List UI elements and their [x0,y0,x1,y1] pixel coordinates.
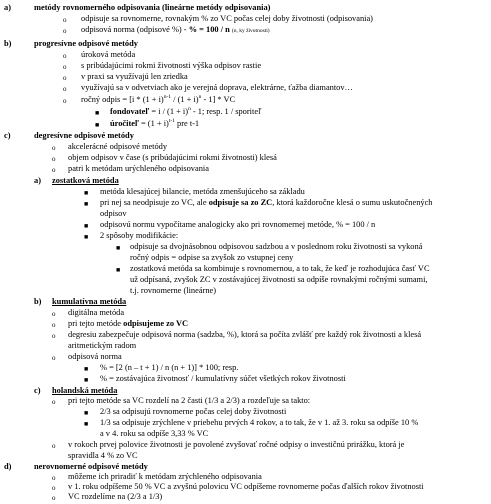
square-bullet-icon: ■ [84,420,89,428]
square-bullet-icon: ■ [116,266,121,274]
square-bullet-icon: ■ [84,222,89,230]
section-c-title: degresívne odpisové metódy [34,131,134,140]
section-b-formula: ročný odpis = $[i * (1 + i)^{n-1} / (1 + i)^n - 1]$ * VC [81,94,236,104]
bullet-icon: o [52,354,56,362]
subsection-c-marker: c) [34,386,41,395]
section-d-line-1: môžeme ich priradiť k metódam zrýchleného odpisovania [68,472,262,481]
bullet-icon: o [52,144,56,152]
section-b-line-1: úroková metóda [81,50,136,59]
subsection-b-marker: b) [34,297,42,306]
square-bullet-icon: ■ [84,189,89,197]
bullet-icon: o [63,97,67,105]
subsection-a-line-6-cont: už odpísaná, zvyšok ZC v zostávajúcej životnosti sa odpíše rovnakými ročnými sumami, [130,275,428,284]
subsection-c-line-1: pri tejto metóde sa VC rozdelí na 2 časti (1/3 a 2/3) a rozdeľuje sa takto: [68,396,311,405]
section-d-marker: d) [4,462,12,471]
subsection-b-title: kumulatívna metóda [52,297,127,306]
subsection-b-line-3: degresiu zabezpečuje odpisová norma (sadzba, %), ktorá sa počíta zvlášť pre každý rok životnosti a klesá [68,330,422,339]
subsection-a-line-2-cont: odpisov [100,209,127,218]
subsection-a-line-1: metóda klesajúcej bilancie, metóda zmenšujúceho sa základu [100,187,305,196]
subsection-a-line-4: 2 spôsoby modifikácie: [100,231,179,240]
bullet-icon: o [52,484,56,492]
section-a-line-2: odpisová norma (odpisové %) - % = 100 / n (n, ky životnosti) [81,25,270,34]
subsection-b-line-6: % = zostávajúca životnosť / kumulatívny súčet všetkých rokov životnosti [100,374,346,383]
section-c-line-2: objem odpisov v čase (s pribúdajúcimi rokmi životnosti) klesá [68,153,277,162]
bullet-icon: o [52,442,56,450]
bullet-icon: o [63,52,67,60]
square-bullet-icon: ■ [84,409,89,417]
section-d-title: nerovnomerné odpisové metódy [34,462,148,471]
bullet-icon: o [52,155,56,163]
section-b-line-3: v praxi sa využívajú len zriedka [81,72,188,81]
square-bullet-icon: ■ [84,376,89,384]
subsection-c-title: holandská metóda [52,386,118,395]
bullet-icon: o [52,310,56,318]
section-b-urocitel: úročiteľ = $(1 + i)^{t-1}$ pre t-1 [110,118,200,128]
subsection-a-line-5-cont: ročný odpis = odpise sa zvyšok zo vstupnej ceny [130,253,294,262]
section-c-line-3: patri k metódam urýchleného odpisovania [68,164,209,173]
section-d-line-2: v 1. roku odpíšeme 50 % VC a zvyšnú polovicu VC odpíšeme rovnomerne počas ďalších rokov životnosti [68,482,424,491]
bullet-icon: o [52,321,56,329]
square-bullet-icon: ■ [84,200,89,208]
bullet-icon: o [63,74,67,82]
subsection-a-line-3: odpisovú normu vypočítame analogicky ako pri rovnomernej metóde, % = 100 / n [100,220,376,229]
bullet-icon: o [52,398,56,406]
bullet-icon: o [52,494,56,502]
subsection-c-line-4-cont: spravidla 4 % zo VC [68,451,138,460]
subsection-c-line-2: 2/3 sa odpisujú rovnomerne počas celej doby životnosti [100,407,287,416]
section-b-title: progresívne odpisové metódy [34,39,138,48]
section-d-line-3: VC rozdelíme na (2/3 a 1/3) [68,492,163,501]
subsection-a-marker: a) [34,176,41,185]
bullet-icon: o [52,166,56,174]
section-c-line-1: akcelerácné odpisové metódy [68,142,168,151]
section-b-marker: b) [4,39,12,48]
subsection-b-line-4: odpisová norma [68,352,122,361]
subsection-c-line-3: 1/3 sa odpisuje zrýchlene v priebehu prvých 4 rokov, a to tak, že v 1. až 3. roku sa odpíše 10 % [100,418,419,427]
subsection-a-title: zostatková metóda [52,176,119,185]
bullet-icon: o [52,332,56,340]
section-a-line-1: odpisuje sa rovnomerne, rovnakým % zo VC počas celej doby životnosti (odpisovania) [81,14,373,23]
subsection-b-line-1: digitálna metóda [68,308,125,317]
subsection-a-line-6-cont2: t.j. rovnomerne (lineárne) [130,286,217,295]
square-bullet-icon: ■ [84,233,89,241]
section-b-line-2: s pribúdajúcimi rokmi životnosti výška odpisov rastie [81,61,262,70]
subsection-c-line-4: v rokoch prvej polovice životnosti je povolené zvyšovať ročné odpisy o investičnú prirážku, ktorá je [68,440,405,449]
bullet-icon: o [63,27,67,35]
subsection-b-line-2: pri tejto metóde odpisujeme zo VC [68,319,189,328]
section-b-line-4: využívajú sa v odvetviach ako je verejná doprava, elektrárne, ťažba diamantov… [81,83,353,92]
square-bullet-icon: ■ [84,365,89,373]
subsection-b-line-5: % = [2 (n – t + 1) / n (n + 1)] * 100; resp. [100,363,239,372]
section-a-marker: a) [4,3,11,12]
square-bullet-icon: ■ [95,109,100,117]
subsection-a-line-5: odpisuje sa dvojnásobnou odpisovou sadzbou a v poslednom roku životnosti sa vykoná [130,242,423,251]
section-a-title: metódy rovnomerného odpisovania (lineárne metódy odpisovania) [34,3,271,12]
bullet-icon: o [63,85,67,93]
bullet-icon: o [63,16,67,24]
subsection-b-line-3-cont: aritmetickým radom [68,341,137,350]
subsection-c-line-3-cont: a v 4. roku sa odpíše 3,33 % VC [100,429,209,438]
bullet-icon: o [52,474,56,482]
section-c-marker: c) [4,131,11,140]
bullet-icon: o [63,63,67,71]
section-b-fondovatel: fondovateľ = $i / (1 + i)^n - 1$; resp. 1 / sporiteľ [110,106,262,116]
square-bullet-icon: ■ [95,121,100,129]
subsection-a-line-2: pri nej sa neodpisuje zo VC, ale odpisuje sa zo ZC, ktorá každoročne klesá o sumu uskutočnených [100,198,433,207]
subsection-a-line-6: zostatková metóda sa kombinuje s rovnomernou, a to tak, že keď je rozhodujúca časť VC [130,264,430,273]
square-bullet-icon: ■ [116,244,121,252]
